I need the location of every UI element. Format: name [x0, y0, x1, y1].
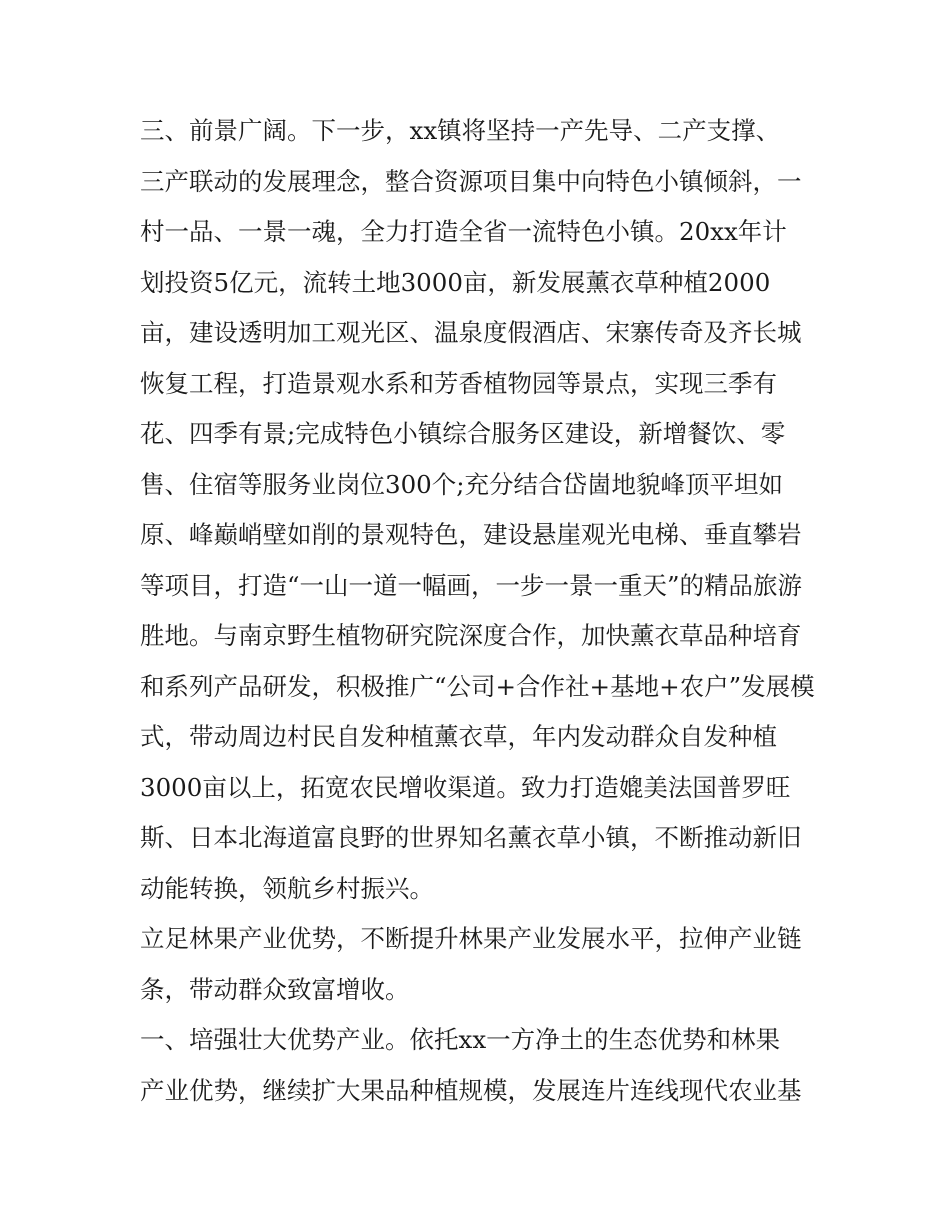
text-line: 恢复工程，打造景观水系和芳香植物园等景点，实现三季有	[140, 368, 777, 398]
text-line: 花、四季有景;完成特色小镇综合服务区建设，新增餐饮、零	[140, 419, 786, 448]
text-line: 和系列产品研发，积极推广“公司+合作社+基地+农户”发展模	[140, 671, 815, 701]
text-line: 三产联动的发展理念，整合资源项目集中向特色小镇倾斜，一	[140, 166, 802, 196]
text-line: 亩，建设透明加工观光区、温泉度假酒店、宋寨传奇及齐长城	[140, 318, 802, 347]
text-line: 3000亩以上，拓宽农民增收渠道。致力打造媲美法国普罗旺	[140, 772, 791, 802]
text-line: 动能转换，领航乡村振兴。	[140, 873, 434, 903]
text-line: 立足林果产业优势，不断提升林果产业发展水平，拉伸产业链	[140, 924, 802, 953]
text-line: 售、住宿等服务业岗位300个;充分结合岱崮地貌峰顶平坦如	[140, 469, 784, 499]
text-line: 划投资5亿元，流转土地3000亩，新发展薰衣草种植2000	[140, 267, 771, 297]
text-line: 一、培强壮大优势产业。依托xx一方净土的生态优势和林果	[140, 1025, 781, 1054]
text-line: 三、前景广阔。下一步，xx镇将坚持一产先导、二产支撑、	[140, 116, 781, 145]
text-line: 胜地。与南京野生植物研究院深度合作，加快薰衣草品种培育	[140, 621, 802, 650]
text-line: 等项目，打造“一山一道一幅画，一步一景一重天”的精品旅游	[140, 570, 803, 600]
text-line: 式，带动周边村民自发种植薰衣草，年内发动群众自发种植	[140, 722, 777, 751]
text-line: 斯、日本北海道富良野的世界知名薰衣草小镇，不断推动新旧	[140, 823, 802, 852]
text-line: 产业优势，继续扩大果品种植规模，发展连片连线现代农业基	[140, 1075, 802, 1105]
text-line: 村一品、一景一魂，全力打造全省一流特色小镇。20xx年计	[140, 217, 787, 246]
document-body	[140, 106, 820, 1116]
text-line: 条，带动群众致富增收。	[140, 974, 410, 1004]
text-line: 原、峰巅峭壁如削的景观特色，建设悬崖观光电梯、垂直攀岩	[140, 520, 802, 549]
